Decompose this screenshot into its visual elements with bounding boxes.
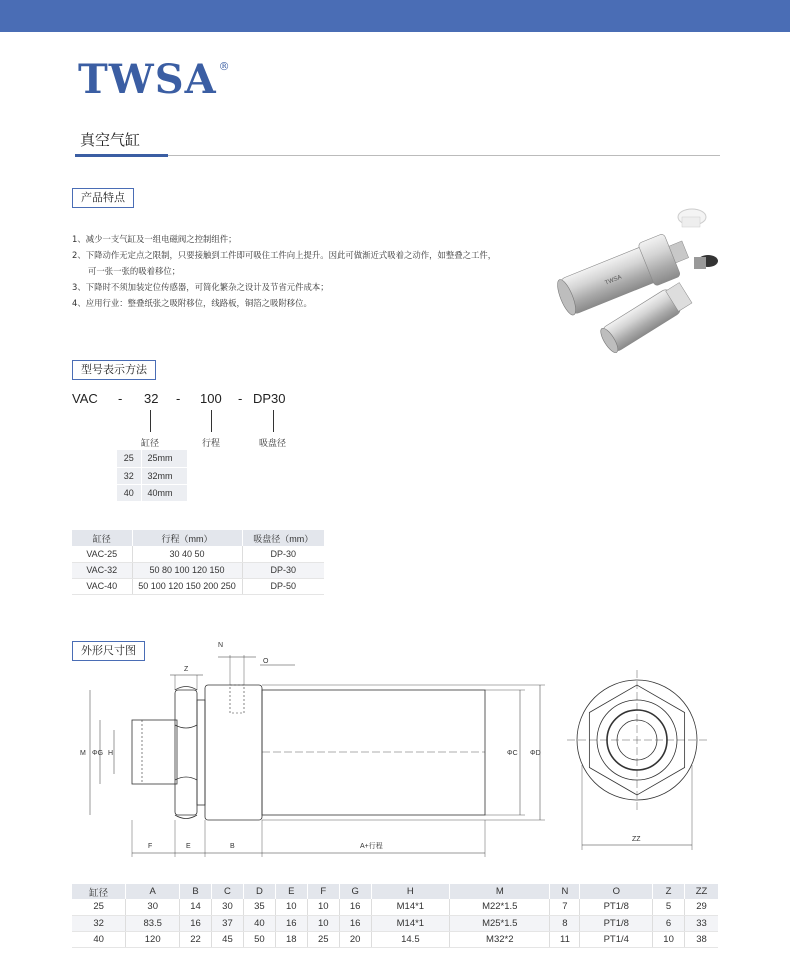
- model-dash: -: [238, 391, 243, 406]
- features-list: [72, 231, 496, 311]
- drawing-tag: 外形尺寸图: [72, 641, 145, 661]
- dim-label-c: ΦC: [507, 750, 518, 757]
- model-dash: -: [176, 391, 181, 406]
- model-cup: DP30: [253, 391, 286, 406]
- model-connector: [273, 410, 274, 432]
- feature-item: 1、减少一支气缸及一组电磁阀之控制组件；: [72, 234, 237, 244]
- dim-label-d: ΦD: [530, 750, 541, 757]
- table-row: 25 30 14 30 35 10 10 16 M14*1 M22*1.5 7 PT1/8 5 29: [72, 899, 718, 915]
- model-label-bore: 缸径: [141, 439, 160, 449]
- table-header-row: 缸径 A B C D E F G H M N O Z ZZ: [72, 884, 718, 899]
- title-divider: [75, 155, 720, 156]
- model-label-cup: 吸盘径: [259, 439, 287, 449]
- feature-item: 4、应用行业：整叠纸张之吸附移位，线路板，铜箔之吸附移位。: [72, 298, 312, 308]
- spec-table: [72, 530, 324, 595]
- dimension-table: [72, 884, 718, 948]
- model-connector: [211, 410, 212, 432]
- dim-label-f: F: [148, 843, 153, 850]
- table-row: VAC-40 50 100 120 150 200 250 DP-50: [72, 578, 324, 594]
- model-label-stroke: 行程: [202, 439, 221, 449]
- bore-table: [117, 450, 187, 502]
- table-row: 40 40mm: [117, 484, 187, 501]
- model-dash: -: [118, 391, 123, 406]
- dim-label-b: B: [230, 843, 235, 850]
- front-view: [566, 670, 709, 810]
- dim-label-n: N: [218, 642, 224, 649]
- dim-label-g: ΦG: [92, 750, 104, 757]
- cylinder-head: [205, 685, 262, 820]
- title-divider-accent: [75, 154, 168, 157]
- model-connector: [150, 410, 151, 432]
- dim-label-z: Z: [184, 666, 189, 673]
- feature-item: 2、下降动作无定点之限制，只要接触到工件即可吸住工件向上提升。因此可做渐近式吸着之动作，如整叠之工件，: [72, 250, 497, 260]
- product-brand-mark: TWSA: [604, 274, 623, 287]
- table-row: 25 25mm: [117, 450, 187, 467]
- top-banner: [0, 0, 790, 32]
- model-stroke: 100: [200, 391, 222, 406]
- dim-label-a: A+行程: [360, 843, 383, 850]
- table-row: 32 83.5 16 37 40 16 10 16 M14*1 M25*1.5 8 PT1/8 6 33: [72, 915, 718, 931]
- page-title: 真空气缸: [80, 131, 141, 149]
- model-prefix: VAC: [72, 391, 98, 406]
- threaded-rod: [132, 720, 177, 784]
- features-tag: 产品特点: [72, 188, 134, 208]
- model-bore: 32: [144, 391, 159, 406]
- table-header-row: 缸径 行程（mm） 吸盘径（mm）: [72, 530, 324, 546]
- feature-item: 3、下降时不须加装定位传感器，可简化繁杂之设计及节省元件成本；: [72, 282, 329, 292]
- cylinder-body: [262, 690, 485, 815]
- dim-label-m: M: [80, 750, 86, 757]
- dim-label-o: O: [263, 658, 269, 665]
- hex-nut: [175, 690, 197, 815]
- dim-label-e: E: [186, 843, 191, 850]
- dim-label-h: H: [108, 750, 114, 757]
- table-row: VAC-32 50 80 100 120 150 DP-30: [72, 562, 324, 578]
- dim-label-zz: ZZ: [632, 836, 641, 843]
- model-tag: 型号表示方法: [72, 360, 156, 380]
- table-row: VAC-25 30 40 50 DP-30: [72, 546, 324, 562]
- brand-logo: TWSA ®: [78, 56, 231, 103]
- feature-item: 可一张一张的吸着移位；: [88, 266, 181, 276]
- table-row: 40 120 22 45 50 18 25 20 14.5 M32*2 11 PT1/4 10 38: [72, 931, 718, 947]
- product-image: [550, 195, 730, 355]
- table-row: 32 32mm: [117, 467, 187, 484]
- dimension-drawing: [70, 635, 730, 860]
